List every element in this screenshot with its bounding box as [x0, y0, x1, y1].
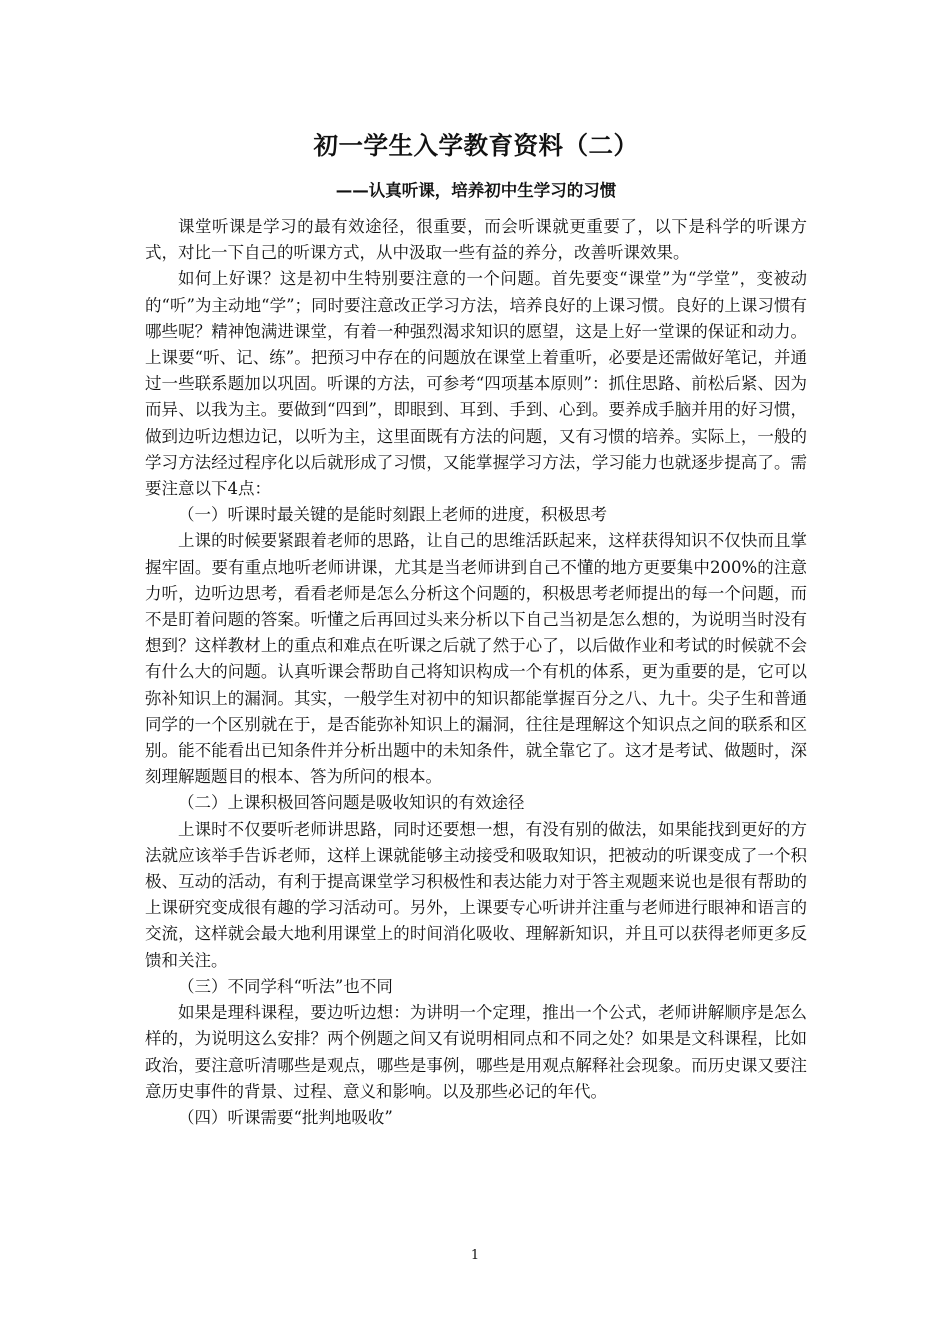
section-heading: （四）听课需要“批判地吸收”: [178, 1107, 393, 1127]
section-heading: （二）上课积极回答问题是吸收知识的有效途径: [178, 793, 525, 813]
body-paragraph: 课堂听课是学习的最有效途径，很重要，而会听课就更重要了，以下是科学的听课方式，对比一下自己的听课方式，从中汲取一些有益的养分，改善听课效果。: [145, 217, 807, 263]
section-heading: （三）不同学科“听法”也不同: [178, 976, 393, 996]
document-subtitle: ——认真听课，培养初中生学习的习惯: [335, 181, 617, 200]
document-body: [145, 214, 807, 1131]
document-title: 初一学生入学教育资料（二）: [313, 131, 639, 160]
document-page: [145, 128, 807, 1131]
page-number: 1: [470, 1248, 480, 1263]
section-heading: （一）听课时最关键的是能时刻跟上老师的进度，积极思考: [178, 505, 607, 525]
body-paragraph: 如何上好课？这是初中生特别要注意的一个问题。首先要变“课堂”为“学堂”，变被动的“听”为主动地“学”；同时要注意改正学习方法，培养良好的上课习惯。良好的上课习惯有哪些呢？精神饱满进课堂，有着一种强烈渴求知识的愿望，这是上好一堂课的保证和动力。上课要“听、记、练”。把预习中存在的问题放在课堂上着重听，必要是还需做好笔记，并通过一些联系题加以巩固。听课的方法，可参考“四项基本原则”：抓住思路、前松后紧、因为而异、以我为主。要做到“四到”，即眼到、耳到、手到、心到。要养成手脑并用的好习惯，做到边听边想边记，以听为主，这里面既有方法的问题，又有习惯的培养。实际上，一般的学习方法经过程序化以后就形成了习惯，又能掌握学习方法，学习能力也就逐步提高了。需要注意以下4点：: [145, 269, 807, 499]
body-paragraph: 上课时不仅要听老师讲思路，同时还要想一想，有没有别的做法，如果能找到更好的方法就应该举手告诉老师，这样上课就能够主动接受和吸取知识，把被动的听课变成了一个积极、互动的活动，有利于提高课堂学习积极性和表达能力对于答主观题来说也是很有帮助的上课研究变成很有趣的学习活动可。另外，上课要专心听讲并注重与老师进行眼神和语言的交流，这样就会最大地利用课堂上的时间消化吸收、理解新知识，并且可以获得老师更多反馈和关注。: [145, 819, 807, 970]
body-paragraph: 如果是理科课程，要边听边想：为讲明一个定理，推出一个公式，老师讲解顺序是怎么样的，为说明这么安排？两个例题之间又有说明相同点和不同之处？如果是文科课程，比如政治，要注意听清哪些是观点，哪些是事例，哪些是用观点解释社会现象。而历史课又要注意历史事件的背景、过程、意义和影响。以及那些必记的年代。: [145, 1003, 807, 1101]
body-paragraph: 上课的时候要紧跟着老师的思路，让自己的思维活跃起来，这样获得知识不仅快而且掌握牢固。要有重点地听老师讲课，尤其是当老师讲到自己不懂的地方更要集中200%的注意力听，边听边思考，看看老师是怎么分析这个问题的，积极思考老师提出的每一个问题，而不是盯着问题的答案。听懂之后再回过头来分析以下自己当初是怎么想的，为说明当时没有想到？这样教材上的重点和难点在听课之后就了然于心了，以后做作业和考试的时候就不会有什么大的问题。认真听课会帮助自己将知识构成一个有机的体系，更为重要的是，它可以弥补知识上的漏洞。其实，一般学生对初中的知识都能掌握百分之八、九十。尖子生和普通同学的一个区别就在于，是否能弥补知识上的漏洞，往往是理解这个知识点之间的联系和区别。能不能看出已知条件并分析出题中的未知条件，就全靠它了。这才是考试、做题时，深刻理解题题目的根本、答为所问的根本。: [145, 531, 807, 787]
